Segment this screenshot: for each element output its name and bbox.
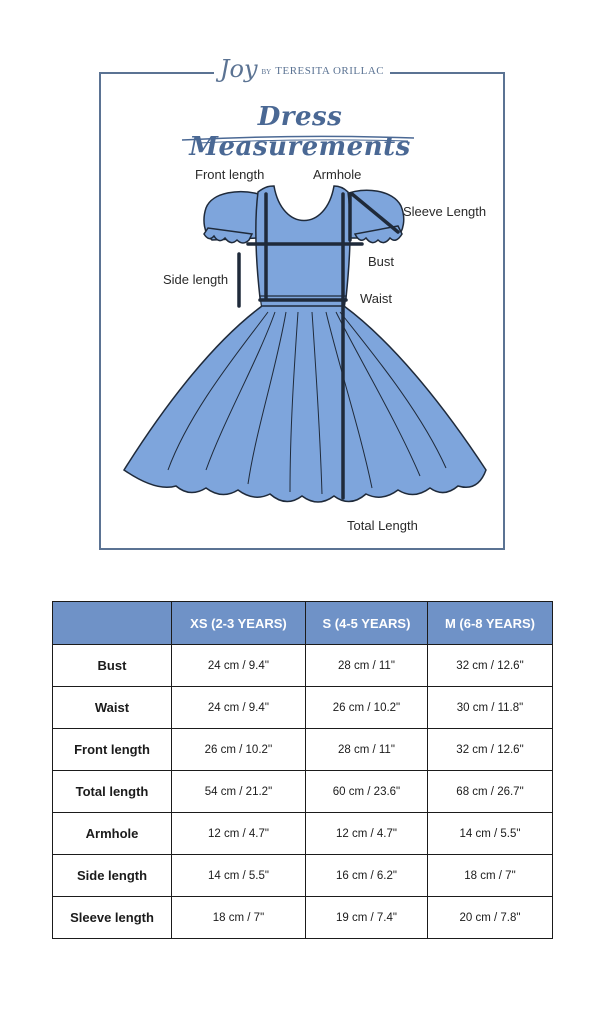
row-label: Waist [53, 687, 172, 729]
label-armhole: Armhole [313, 167, 362, 182]
skirt [124, 306, 486, 502]
table-cell: 28 cm / 11" [305, 645, 427, 687]
label-front-length: Front length [195, 167, 265, 182]
table-cell: 18 cm / 7" [427, 855, 552, 897]
brand-designer: TERESITA ORILLAC [275, 65, 385, 77]
row-label: Bust [53, 645, 172, 687]
table-cell: 32 cm / 12.6" [427, 645, 552, 687]
label-sleeve-length: Sleeve Length [403, 204, 487, 219]
brand-by: BY [261, 68, 272, 76]
table-cell: 12 cm / 4.7" [172, 813, 306, 855]
table-cell: 26 cm / 10.2'' [172, 729, 306, 771]
brand-joy: Joy [219, 55, 258, 83]
table-cell: 14 cm / 5.5" [427, 813, 552, 855]
table-cell: 24 cm / 9.4'' [172, 687, 306, 729]
table-cell: 28 cm / 11" [305, 729, 427, 771]
page-title: Dress Measurements [189, 102, 411, 162]
table-cell: 30 cm / 11.8" [427, 687, 552, 729]
row-label: Armhole [53, 813, 172, 855]
table-cell: 14 cm / 5.5" [172, 855, 306, 897]
table-cell: 26 cm / 10.2" [305, 687, 427, 729]
table-row [53, 645, 553, 687]
table-row [53, 729, 553, 771]
table-header-corner [53, 602, 172, 645]
table-header-s: S (4-5 YEARS) [305, 602, 427, 645]
table-cell: 32 cm / 12.6" [427, 729, 552, 771]
bodice [256, 186, 350, 298]
table-header-m: M (6-8 YEARS) [427, 602, 552, 645]
row-label: Total length [53, 771, 172, 813]
row-label: Side length [53, 855, 172, 897]
table-cell: 68 cm / 26.7" [427, 771, 552, 813]
table-row [53, 687, 553, 729]
table-row [53, 813, 553, 855]
label-side-length: Side length [163, 272, 229, 287]
row-label: Front length [53, 729, 172, 771]
table-cell: 54 cm / 21.2" [172, 771, 306, 813]
label-total-length: Total Length [347, 518, 418, 533]
table-header-row [53, 602, 553, 645]
table-row [53, 855, 553, 897]
table-cell: 60 cm / 23.6" [305, 771, 427, 813]
table-cell: 20 cm / 7.8" [427, 897, 552, 939]
table-row [53, 771, 553, 813]
label-bust: Bust [368, 254, 395, 269]
table-cell: 18 cm / 7" [172, 897, 306, 939]
table-header-xs: XS (2-3 YEARS) [172, 602, 306, 645]
table-row [53, 897, 553, 939]
table-cell: 16 cm / 6.2" [305, 855, 427, 897]
table-cell: 24 cm / 9.4'' [172, 645, 306, 687]
label-waist: Waist [360, 291, 393, 306]
table-cell: 19 cm / 7.4" [305, 897, 427, 939]
row-label: Sleeve length [53, 897, 172, 939]
table-cell: 12 cm / 4.7" [305, 813, 427, 855]
size-chart-table [52, 601, 553, 939]
